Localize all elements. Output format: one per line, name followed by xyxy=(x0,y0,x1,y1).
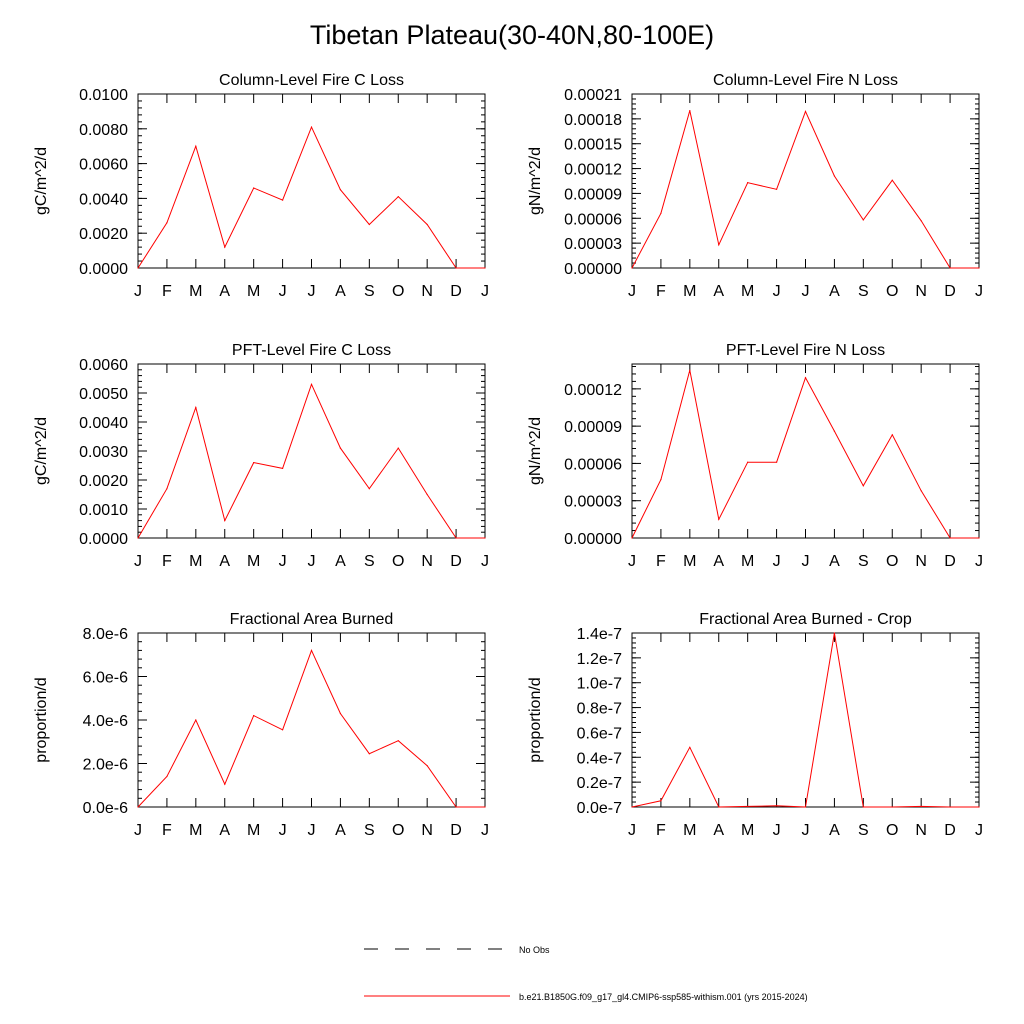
y-tick-label: 0.00003 xyxy=(564,493,622,511)
data-point xyxy=(892,806,893,807)
chart-panel xyxy=(33,72,489,300)
data-point xyxy=(427,494,428,495)
x-tick-label: M xyxy=(683,553,697,570)
chart-title: Fractional Area Burned xyxy=(229,611,394,628)
plot-frame xyxy=(138,633,485,807)
data-point xyxy=(455,537,456,538)
data-point xyxy=(689,370,690,371)
x-tick-label: A xyxy=(713,283,725,300)
x-tick-label: S xyxy=(857,283,869,300)
x-tick-label: J xyxy=(481,822,489,839)
data-point xyxy=(224,784,225,785)
data-point xyxy=(282,200,283,201)
y-tick-label: 0.00015 xyxy=(564,136,622,154)
data-point xyxy=(427,224,428,225)
data-point xyxy=(195,719,196,720)
x-tick-label: N xyxy=(421,822,433,839)
y-axis-label: gN/m^2/d xyxy=(527,417,544,485)
x-tick-label: A xyxy=(335,822,346,839)
x-tick-label: A xyxy=(335,283,346,300)
data-point xyxy=(455,267,456,268)
data-point xyxy=(311,384,312,385)
x-tick-label: F xyxy=(656,822,666,839)
y-tick-label: 0.00003 xyxy=(564,236,622,254)
x-tick-label: J xyxy=(481,283,489,300)
plot-frame xyxy=(632,94,979,268)
x-tick-label: S xyxy=(857,822,869,839)
x-tick-label: O xyxy=(392,553,405,570)
data-point xyxy=(631,806,632,807)
x-tick-label: J xyxy=(801,553,810,570)
data-point xyxy=(863,219,864,220)
y-tick-label: 0.0010 xyxy=(79,502,128,519)
x-tick-label: N xyxy=(421,283,433,300)
y-tick-label: 0.0020 xyxy=(79,473,128,490)
x-tick-label: M xyxy=(189,822,203,839)
data-point xyxy=(137,267,138,268)
data-point xyxy=(369,224,370,225)
data-point xyxy=(921,490,922,491)
x-tick-label: J xyxy=(801,283,810,300)
data-point xyxy=(978,537,979,538)
x-tick-label: J xyxy=(628,283,636,300)
chart-panel xyxy=(33,611,489,839)
y-tick-label: 0.0060 xyxy=(79,156,128,174)
data-point xyxy=(137,806,138,807)
y-tick-label: 0.0020 xyxy=(79,226,128,244)
x-tick-label: O xyxy=(886,553,899,570)
x-tick-label: J xyxy=(278,822,287,839)
x-tick-label: M xyxy=(741,822,755,839)
data-point xyxy=(978,806,979,807)
data-point xyxy=(949,267,950,268)
data-point xyxy=(863,806,864,807)
y-tick-label: 0.0040 xyxy=(79,415,128,432)
x-tick-label: J xyxy=(481,553,489,570)
chart-panel xyxy=(527,611,983,839)
series-line xyxy=(138,650,485,807)
data-point xyxy=(747,806,748,807)
y-tick-label: 0.0060 xyxy=(79,357,128,374)
chart-title: Fractional Area Burned - Crop xyxy=(699,611,912,628)
x-tick-label: D xyxy=(450,822,462,839)
y-tick-label: 6.0e-6 xyxy=(82,669,128,687)
x-tick-label: M xyxy=(189,283,203,300)
data-point xyxy=(689,747,690,748)
data-point xyxy=(834,632,835,633)
data-point xyxy=(398,448,399,449)
y-tick-label: 0.0100 xyxy=(79,87,128,104)
x-tick-label: O xyxy=(392,822,405,839)
y-tick-label: 0.00012 xyxy=(564,161,622,179)
legend-model-label: b.e21.B1850G.f09_g17_gl4.CMIP6-ssp585-withism.001 (yrs 2015-2024) xyxy=(519,992,808,1002)
y-tick-label: 0.00006 xyxy=(564,211,622,229)
y-tick-label: 0.0040 xyxy=(79,191,128,209)
y-axis-label: gC/m^2/d xyxy=(33,417,50,485)
data-point xyxy=(863,485,864,486)
series-line xyxy=(632,111,979,268)
data-point xyxy=(776,189,777,190)
data-point xyxy=(195,407,196,408)
y-tick-label: 8.0e-6 xyxy=(82,626,128,643)
x-tick-label: D xyxy=(944,822,956,839)
x-tick-label: F xyxy=(656,553,666,570)
y-axis-label: gN/m^2/d xyxy=(527,147,544,215)
y-axis-label: proportion/d xyxy=(33,677,50,763)
data-point xyxy=(805,111,806,112)
x-tick-label: J xyxy=(975,283,983,300)
data-point xyxy=(224,520,225,521)
data-point xyxy=(747,462,748,463)
y-tick-label: 0.6e-7 xyxy=(576,725,622,743)
data-point xyxy=(718,806,719,807)
x-tick-label: M xyxy=(741,283,755,300)
x-tick-label: S xyxy=(363,553,375,570)
chart-title: PFT-Level Fire C Loss xyxy=(231,342,392,359)
x-tick-label: J xyxy=(278,553,287,570)
chart-title: Column-Level Fire C Loss xyxy=(219,72,404,89)
x-tick-label: J xyxy=(307,283,316,300)
x-tick-label: A xyxy=(829,822,840,839)
data-point xyxy=(805,377,806,378)
x-tick-label: J xyxy=(134,822,142,839)
series-line xyxy=(138,127,485,268)
y-tick-label: 0.0000 xyxy=(79,261,128,278)
data-point xyxy=(253,187,254,188)
x-tick-label: J xyxy=(134,283,142,300)
plot-frame xyxy=(632,633,979,807)
chart-panel xyxy=(527,342,983,570)
data-point xyxy=(224,247,225,248)
y-tick-label: 0.00009 xyxy=(564,419,622,437)
x-tick-label: J xyxy=(772,283,781,300)
data-point xyxy=(718,244,719,245)
data-point xyxy=(282,468,283,469)
x-tick-label: F xyxy=(162,822,172,839)
x-tick-label: A xyxy=(713,822,725,839)
x-tick-label: A xyxy=(219,283,231,300)
x-tick-label: J xyxy=(628,822,636,839)
x-tick-label: D xyxy=(944,283,956,300)
x-tick-label: J xyxy=(307,822,316,839)
x-tick-label: J xyxy=(772,553,781,570)
x-tick-label: D xyxy=(450,553,462,570)
data-point xyxy=(631,537,632,538)
x-tick-label: A xyxy=(219,553,231,570)
data-point xyxy=(166,222,167,223)
series-line xyxy=(632,633,979,807)
data-point xyxy=(776,805,777,806)
x-tick-label: N xyxy=(915,283,927,300)
data-point xyxy=(660,479,661,480)
x-tick-label: A xyxy=(219,822,231,839)
x-tick-label: J xyxy=(628,553,636,570)
y-tick-label: 0.00012 xyxy=(564,381,622,399)
x-tick-label: J xyxy=(801,822,810,839)
data-point xyxy=(631,267,632,268)
data-point xyxy=(340,713,341,714)
data-point xyxy=(398,196,399,197)
data-point xyxy=(253,462,254,463)
chart-panel xyxy=(33,342,489,570)
legend-obs-label: No Obs xyxy=(519,945,550,955)
data-point xyxy=(689,110,690,111)
x-tick-label: M xyxy=(189,553,203,570)
x-tick-label: A xyxy=(713,553,725,570)
x-tick-label: M xyxy=(247,283,261,300)
data-point xyxy=(949,806,950,807)
y-tick-label: 0.00009 xyxy=(564,186,622,204)
x-tick-label: M xyxy=(247,822,261,839)
y-axis-label: proportion/d xyxy=(527,677,544,763)
chart-title: PFT-Level Fire N Loss xyxy=(725,342,886,359)
x-tick-label: A xyxy=(335,553,346,570)
data-point xyxy=(311,650,312,651)
y-tick-label: 1.2e-7 xyxy=(576,650,622,668)
x-tick-label: O xyxy=(886,822,899,839)
y-tick-label: 0.0080 xyxy=(79,121,128,139)
data-point xyxy=(340,189,341,190)
plot-frame xyxy=(138,94,485,268)
y-tick-label: 2.0e-6 xyxy=(82,756,128,774)
x-tick-label: J xyxy=(975,553,983,570)
x-tick-label: J xyxy=(134,553,142,570)
x-tick-label: A xyxy=(829,553,840,570)
x-tick-label: J xyxy=(278,283,287,300)
data-point xyxy=(137,537,138,538)
data-point xyxy=(340,448,341,449)
x-tick-label: J xyxy=(772,822,781,839)
data-point xyxy=(776,462,777,463)
x-tick-label: O xyxy=(886,283,899,300)
data-point xyxy=(484,806,485,807)
x-tick-label: J xyxy=(307,553,316,570)
x-tick-label: N xyxy=(915,822,927,839)
y-tick-label: 0.0e-6 xyxy=(82,800,128,817)
y-tick-label: 0.0000 xyxy=(79,531,128,548)
data-point xyxy=(892,434,893,435)
x-tick-label: J xyxy=(975,822,983,839)
x-tick-label: N xyxy=(421,553,433,570)
y-tick-label: 0.0e-7 xyxy=(576,800,622,817)
data-point xyxy=(921,220,922,221)
x-tick-label: D xyxy=(944,553,956,570)
series-line xyxy=(632,370,979,538)
data-point xyxy=(166,488,167,489)
y-tick-label: 4.0e-6 xyxy=(82,713,128,730)
data-point xyxy=(253,715,254,716)
figure-title: Tibetan Plateau(30-40N,80-100E) xyxy=(309,20,715,50)
legend xyxy=(364,945,808,1002)
data-point xyxy=(282,729,283,730)
chart-panel xyxy=(527,72,983,300)
x-tick-label: F xyxy=(656,283,666,300)
x-tick-label: M xyxy=(741,553,755,570)
y-tick-label: 0.0030 xyxy=(79,444,128,461)
data-point xyxy=(805,806,806,807)
data-point xyxy=(484,537,485,538)
data-point xyxy=(166,776,167,777)
data-point xyxy=(892,180,893,181)
data-point xyxy=(718,519,719,520)
x-tick-label: S xyxy=(857,553,869,570)
data-point xyxy=(195,146,196,147)
x-tick-label: N xyxy=(915,553,927,570)
chart-title: Column-Level Fire N Loss xyxy=(713,72,898,89)
y-tick-label: 1.0e-7 xyxy=(576,675,622,693)
y-tick-label: 0.00021 xyxy=(564,87,622,104)
y-axis-label: gC/m^2/d xyxy=(33,147,50,215)
data-point xyxy=(834,175,835,176)
x-tick-label: M xyxy=(683,283,697,300)
y-tick-label: 0.4e-7 xyxy=(576,750,622,768)
data-point xyxy=(369,488,370,489)
x-tick-label: F xyxy=(162,553,172,570)
y-tick-label: 0.0050 xyxy=(79,386,128,403)
data-point xyxy=(949,537,950,538)
y-tick-label: 0.8e-7 xyxy=(576,700,622,718)
data-point xyxy=(455,806,456,807)
y-tick-label: 0.00018 xyxy=(564,111,622,129)
x-tick-label: D xyxy=(450,283,462,300)
data-point xyxy=(660,213,661,214)
x-tick-label: S xyxy=(363,283,375,300)
data-point xyxy=(369,753,370,754)
x-tick-label: O xyxy=(392,283,405,300)
y-tick-label: 0.00006 xyxy=(564,456,622,474)
x-tick-label: S xyxy=(363,822,375,839)
data-point xyxy=(427,765,428,766)
data-point xyxy=(660,800,661,801)
x-tick-label: A xyxy=(829,283,840,300)
x-tick-label: M xyxy=(247,553,261,570)
y-tick-label: 1.4e-7 xyxy=(576,626,622,643)
x-tick-label: M xyxy=(683,822,697,839)
y-tick-label: 0.00000 xyxy=(564,261,622,278)
data-point xyxy=(747,182,748,183)
data-point xyxy=(834,431,835,432)
data-point xyxy=(921,806,922,807)
data-point xyxy=(311,126,312,127)
data-point xyxy=(398,740,399,741)
y-tick-label: 0.2e-7 xyxy=(576,775,622,793)
plot-frame xyxy=(138,364,485,538)
data-point xyxy=(484,267,485,268)
x-tick-label: F xyxy=(162,283,172,300)
series-line xyxy=(138,384,485,538)
y-tick-label: 0.00000 xyxy=(564,531,622,548)
data-point xyxy=(978,267,979,268)
